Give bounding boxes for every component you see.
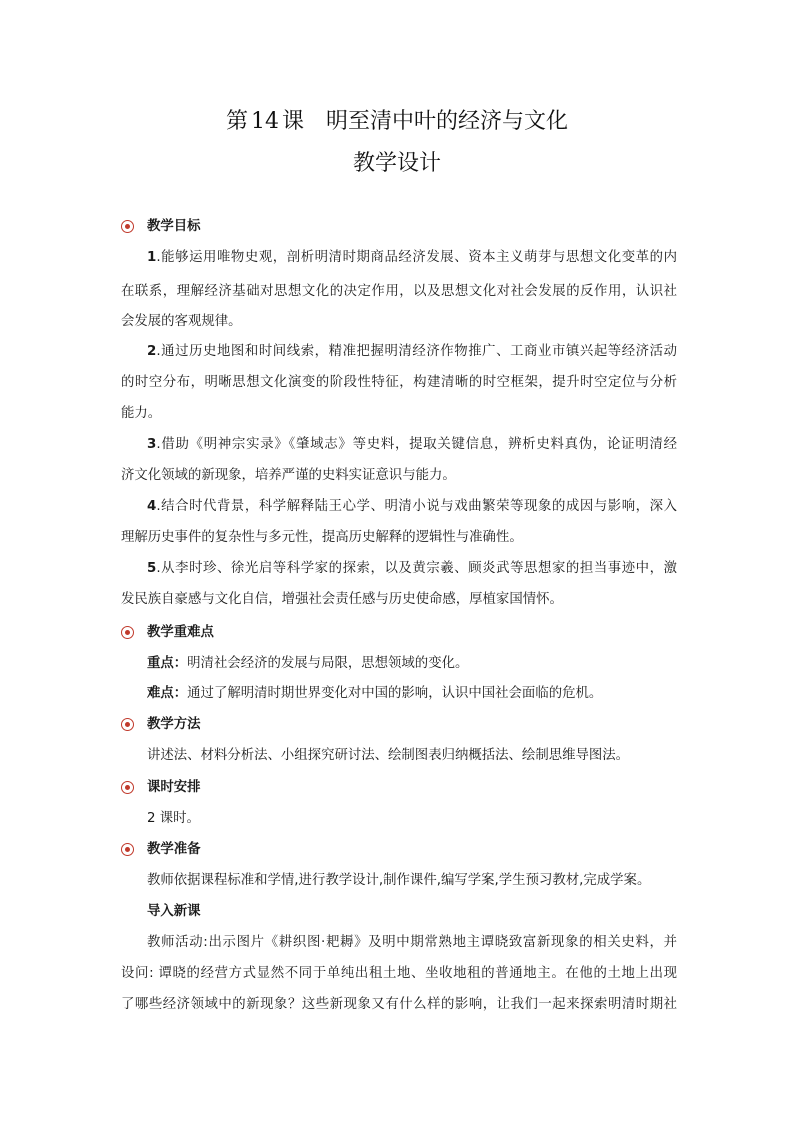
- focus-line: 重点：明清社会经济的发展与局限，思想领域的变化。: [147, 656, 469, 671]
- objective-3-line-2: 济文化领域的新现象，培养严谨的史料实证意识与能力。: [121, 468, 456, 483]
- methods-text: 讲述法、材料分析法、小组探究研讨法、绘制图表归纳概括法、绘制思维导图法。: [147, 748, 630, 763]
- difficulty-line: 难点：通过了解明清时期世界变化对中国的影响，认识中国社会面临的危机。: [147, 686, 603, 701]
- section-bullet-icon: [121, 220, 134, 233]
- key-points-heading: 教学重难点: [147, 625, 214, 640]
- objective-3-line-1: 3.借助《明神宗实录》《肇域志》等史料，提取关键信息，辨析史料真伪，论证明清经: [147, 437, 677, 452]
- title-unit: 课: [281, 109, 304, 134]
- section-bullet-icon: [121, 781, 134, 794]
- lesson-number: 14: [250, 109, 279, 134]
- intro-line-2: 设问: 谭晓的经营方式显然不同于单纯出租土地、坐收地租的普通地主。在他的土地上出现: [121, 966, 677, 981]
- intro-heading: 导入新课: [147, 904, 201, 919]
- objective-2-line-3: 能力。: [121, 406, 162, 421]
- objective-2-line-2: 的时空分布，明晰思想文化演变的阶段性特征，构建清晰的时空框架，提升时空定位与分析: [121, 375, 677, 390]
- preparation-heading: 教学准备: [147, 842, 201, 857]
- methods-heading: 教学方法: [147, 717, 201, 732]
- preparation-text: 教师依据课程标准和学情,进行教学设计,制作课件,编写学案,学生预习教材,完成学案。: [147, 873, 651, 888]
- objective-1-line-3: 会发展的客观规律。: [121, 314, 242, 329]
- section-bullet-icon: [121, 843, 134, 856]
- objective-1-line-1: 1.能够运用唯物史观，剖析明清时期商品经济发展、资本主义萌芽与思想文化变革的内: [147, 250, 677, 265]
- section-bullet-icon: [121, 626, 134, 639]
- objective-5-line-1: 5.从李时珍、徐光启等科学家的探索，以及黄宗羲、顾炎武等思想家的担当事迹中，激: [147, 561, 677, 576]
- intro-line-1: 教师活动:出示图片《耕织图·耙耨》及明中期常熟地主谭晓致富新现象的相关史料，并: [147, 935, 677, 950]
- objective-1-line-2: 在联系，理解经济基础对思想文化的决定作用，以及思想文化对社会发展的反作用，认识社: [121, 284, 677, 299]
- title-prefix: 第: [225, 109, 248, 134]
- section-bullet-icon: [121, 718, 134, 731]
- document-subtitle: 教学设计: [352, 151, 441, 176]
- lesson-name: 明至清中叶的经济与文化: [326, 109, 569, 134]
- intro-line-3: 了哪些经济领域中的新现象？这些新现象又有什么样的影响，让我们一起来探索明清时期社: [121, 997, 677, 1012]
- objective-4-line-2: 理解历史事件的复杂性与多元性，提高历史解释的逻辑性与准确性。: [121, 530, 523, 545]
- schedule-text: 2 课时。: [147, 811, 200, 826]
- schedule-heading: 课时安排: [147, 780, 201, 795]
- objective-5-line-2: 发民族自豪感与文化自信，增强社会责任感与历史使命感，厚植家国情怀。: [121, 592, 563, 607]
- lesson-title: [0, 104, 794, 135]
- objectives-heading: 教学目标: [147, 219, 201, 234]
- objective-4-line-1: 4.结合时代背景，科学解释陆王心学、明清小说与戏曲繁荣等现象的成因与影响，深入: [147, 499, 677, 514]
- objective-2-line-1: 2.通过历史地图和时间线索，精准把握明清经济作物推广、工商业市镇兴起等经济活动: [147, 344, 677, 359]
